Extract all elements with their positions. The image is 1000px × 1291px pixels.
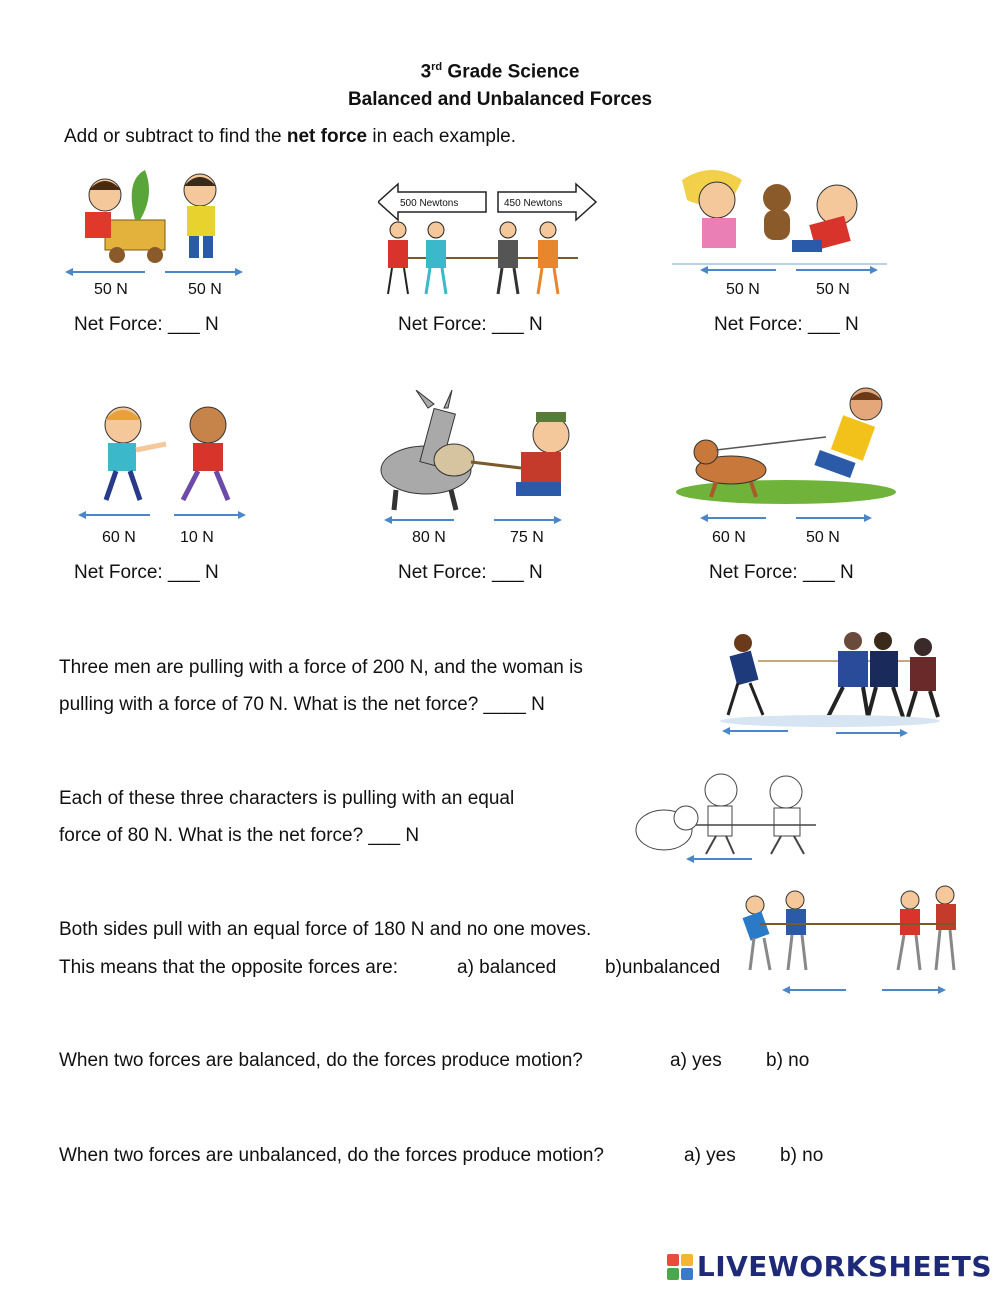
force-left-value: 50 N (726, 281, 760, 298)
left-sign-text: 500 Newtons (400, 198, 459, 209)
option-yes[interactable]: a) yes (670, 1050, 722, 1071)
page-subtitle: Balanced and Unbalanced Forces (347, 89, 653, 110)
logo-mark-icon (667, 1254, 693, 1280)
force-left-value: 50 N (94, 281, 128, 298)
force-arrows (78, 509, 248, 521)
question-4-text: When two forces are balanced, do the forces produce motion? (59, 1050, 583, 1071)
question-1-line-1: Three men are pulling with a force of 200 N, and the woman is (59, 657, 583, 678)
force-arrows (700, 264, 880, 276)
net-force-blank: Net Force: ___ N (709, 562, 854, 583)
logo-wordmark: LIVEWORKSHEETS (696, 1250, 992, 1283)
net-force-blank: Net Force: ___ N (74, 562, 219, 583)
boys-pushing-illustration (88, 400, 258, 510)
liveworksheets-logo (667, 1250, 992, 1283)
force-left-value: 60 N (102, 529, 136, 546)
kids-pulling-teddy-illustration (672, 160, 887, 270)
option-balanced[interactable]: a) balanced (457, 957, 557, 978)
kids-tug-of-war-illustration (740, 880, 960, 998)
net-force-blank: Net Force: ___ N (74, 314, 219, 335)
question-5-text: When two forces are unbalanced, do the forces produce motion? (59, 1145, 604, 1166)
donkey-and-man-illustration (356, 390, 596, 515)
option-no[interactable]: b) no (766, 1050, 810, 1071)
right-sign-text: 450 Newtons (504, 198, 563, 209)
option-no[interactable]: b) no (780, 1145, 824, 1166)
force-right-value: 10 N (180, 529, 214, 546)
force-left-value: 80 N (412, 529, 446, 546)
force-right-value: 75 N (510, 529, 544, 546)
force-right-value: 50 N (188, 281, 222, 298)
dog-and-man-illustration (676, 382, 896, 510)
question-2-line-2: force of 80 N. What is the net force? ___ N (59, 825, 420, 846)
option-unbalanced[interactable]: b)unbalanced (605, 957, 721, 978)
option-yes[interactable]: a) yes (684, 1145, 736, 1166)
page-title: 3rd Grade Science (420, 61, 580, 83)
net-force-blank: Net Force: ___ N (398, 314, 543, 335)
business-tug-of-war-illustration (718, 625, 943, 740)
cartoon-characters-tug-illustration (626, 770, 821, 865)
net-force-blank: Net Force: ___ N (398, 562, 543, 583)
force-arrows (65, 266, 245, 278)
force-right-value: 50 N (806, 529, 840, 546)
question-1-line-2: pulling with a force of 70 N. What is the net force? ____ N (59, 694, 545, 715)
force-left-value: 60 N (712, 529, 746, 546)
net-force-blank: Net Force: ___ N (714, 314, 859, 335)
question-3-line-1: Both sides pull with an equal force of 180 N and no one moves. (59, 919, 592, 940)
force-right-value: 50 N (816, 281, 850, 298)
force-arrows (700, 512, 880, 524)
question-2-line-1: Each of these three characters is pulling with an equal (59, 788, 515, 809)
kids-pulling-cart-illustration (65, 160, 255, 280)
force-arrows (384, 514, 564, 526)
instruction-text: Add or subtract to find the net force in each example. (64, 126, 517, 147)
tug-of-war-newtons-illustration (378, 180, 598, 298)
question-3-line-2: This means that the opposite forces are: (59, 957, 399, 978)
